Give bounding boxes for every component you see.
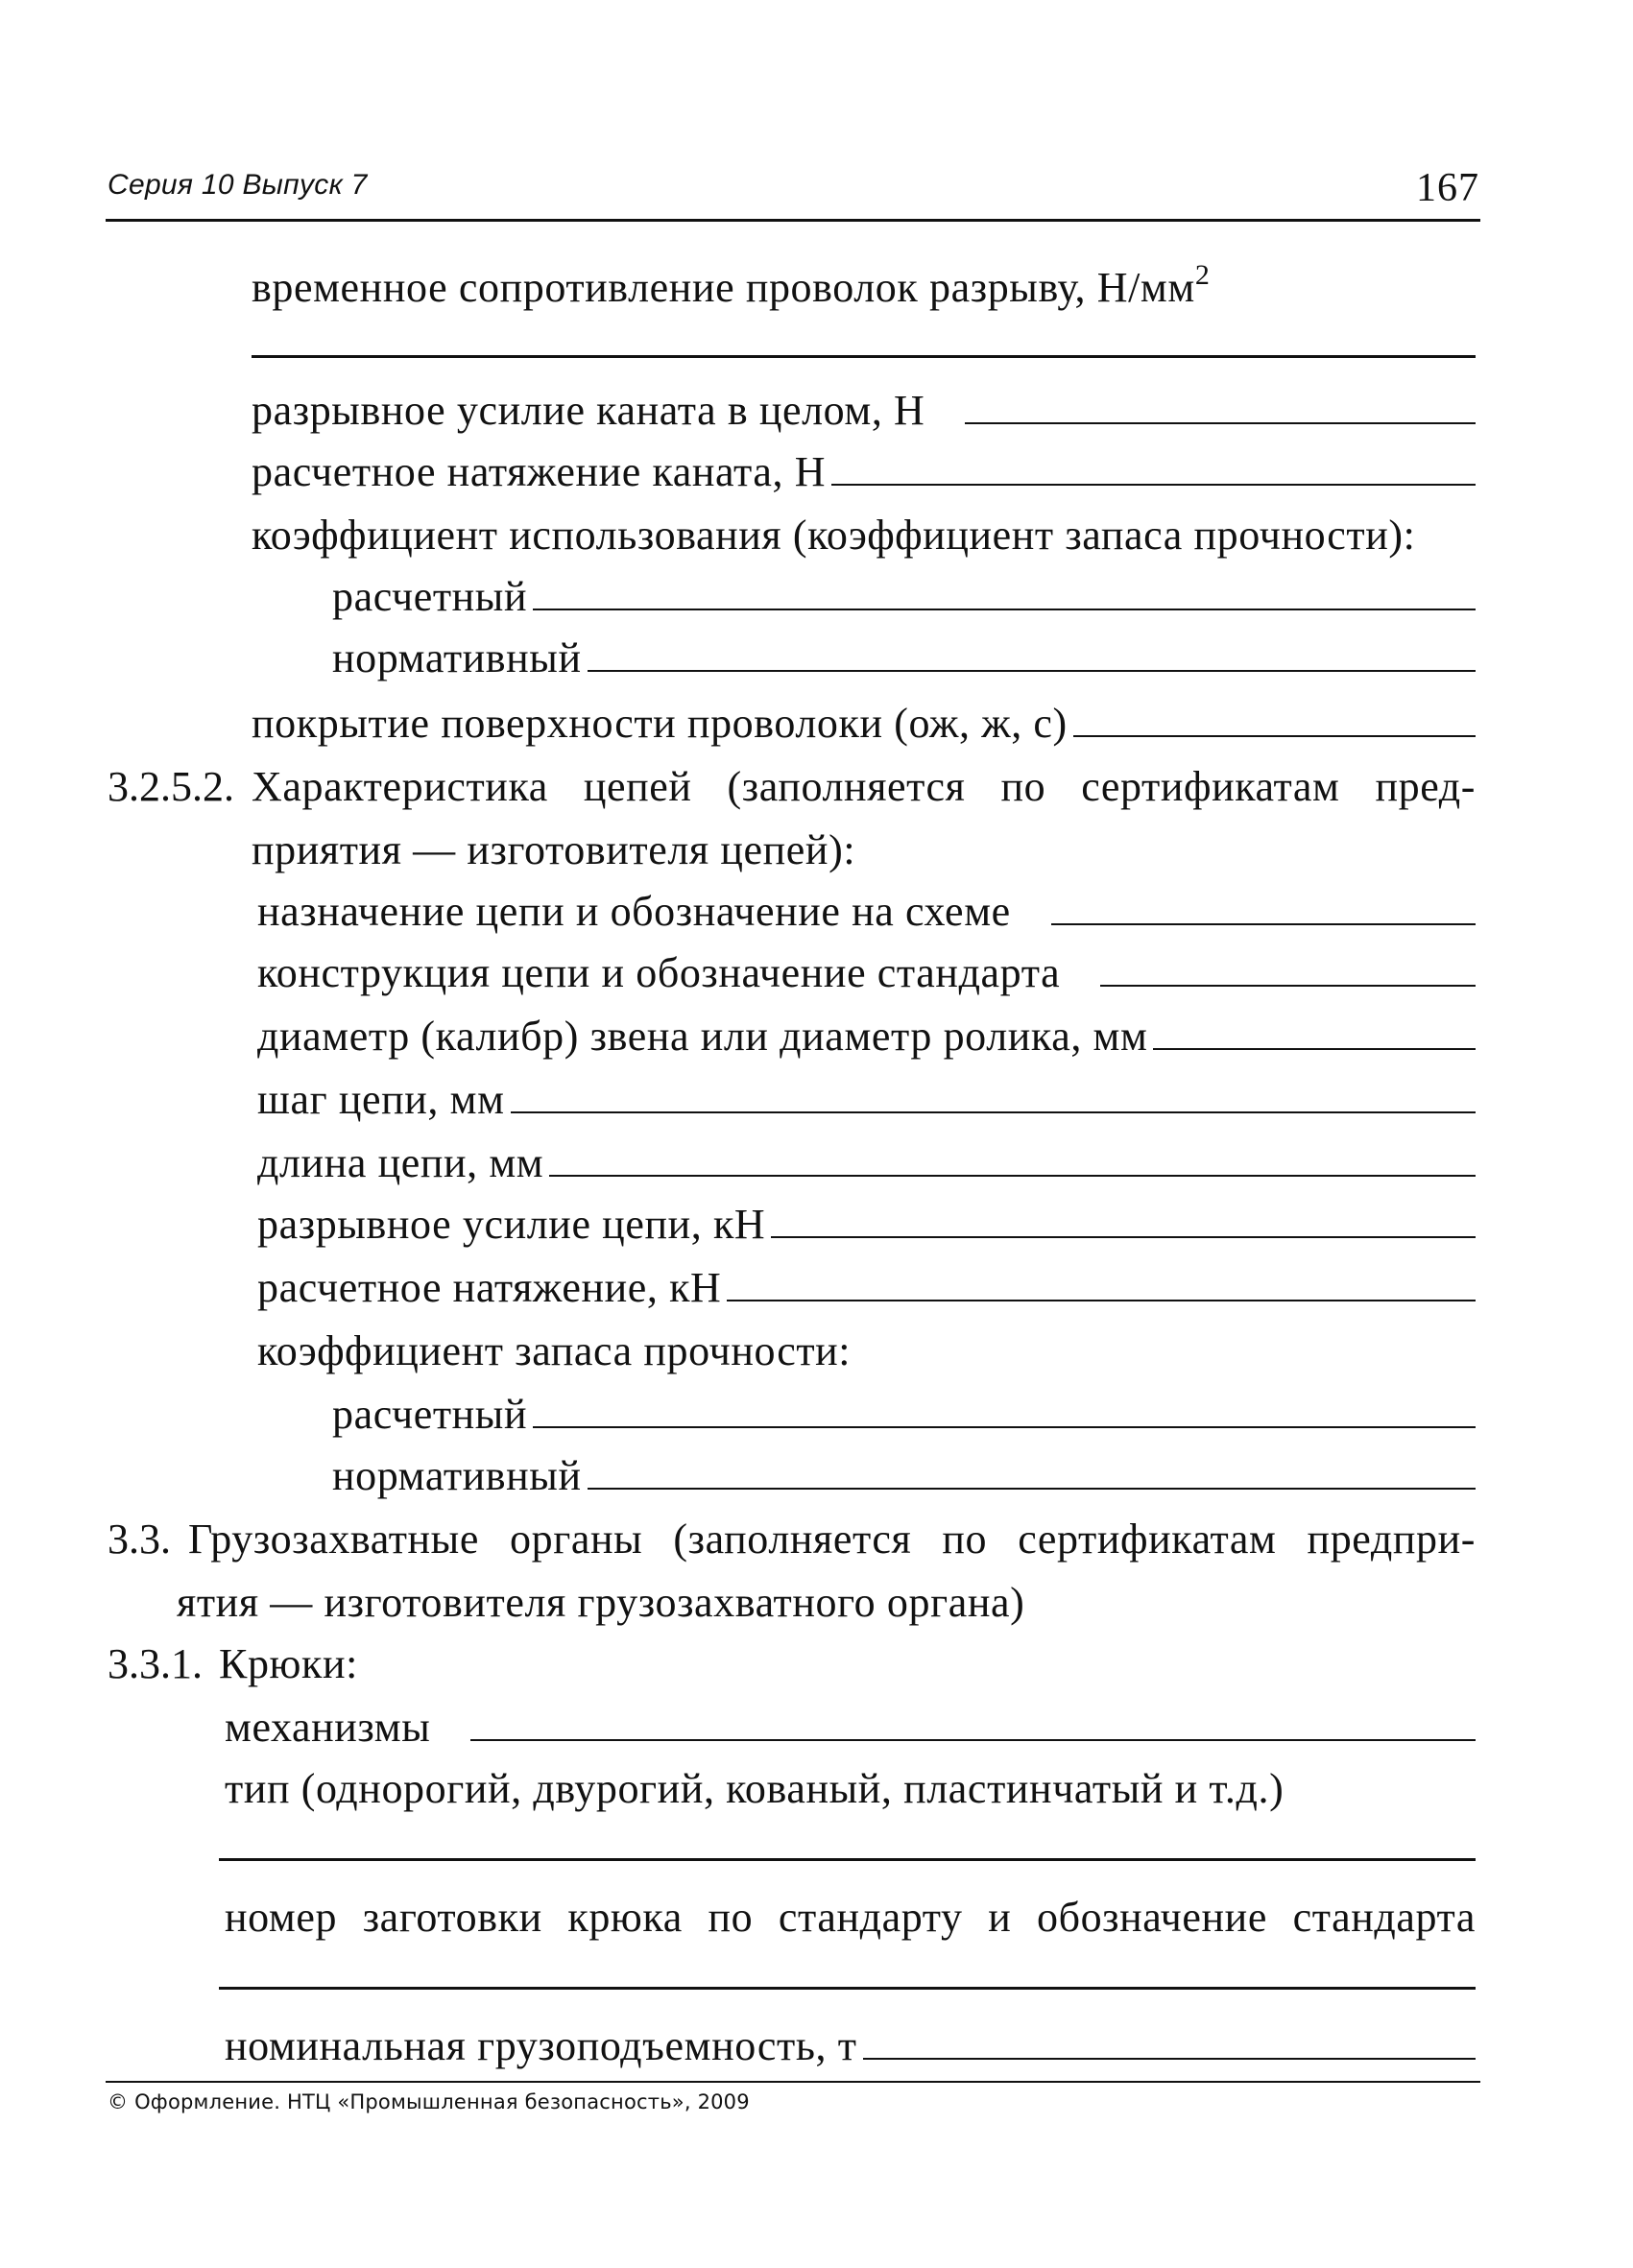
hooks-capacity: номинальная грузоподъемность, т <box>225 2010 1476 2067</box>
chain-length: длина цепи, мм <box>257 1127 1476 1184</box>
rope-tensile-strength-blank <box>252 355 1476 358</box>
chain-pitch: шаг цепи, мм <box>257 1063 1476 1121</box>
rope-norm-coef: нормативный <box>332 622 1476 680</box>
footer-rule <box>106 2081 1480 2083</box>
chains-heading-line2: приятия — изготовителя цепей): <box>252 826 856 873</box>
blank-line <box>727 1300 1476 1301</box>
hooks-type-blank <box>219 1858 1476 1861</box>
rope-tensile-strength-label: временное сопротивление проволок разрыву, $Н/мм^2$ <box>252 259 1211 311</box>
blank-line <box>831 484 1476 486</box>
blank-line <box>1073 735 1476 737</box>
chain-safety-coef: коэффициент запаса прочности: <box>257 1327 852 1374</box>
hooks-title: Крюки: <box>219 1640 358 1687</box>
rope-breaking-force: разрывное усилие каната в целом, Н <box>252 374 1476 432</box>
footer-copyright: © Оформление. НТЦ «Промышленная безопасность», 2009 <box>108 2090 750 2113</box>
hooks-type: тип (однорогий, двурогий, кованый, пластинчатый и т.д.) <box>225 1765 1285 1812</box>
blank-line <box>771 1236 1476 1238</box>
blank-line <box>533 1426 1476 1428</box>
blank-line <box>1051 923 1476 925</box>
blank-line <box>549 1175 1476 1177</box>
section-number-3-2-5-2: 3.2.5.2. <box>108 763 234 810</box>
section-number-3-3: 3.3. <box>108 1516 171 1563</box>
rope-utilization-coef: коэффициент использования (коэффициент запаса прочности): <box>252 512 1416 559</box>
series-header: Серия 10 Выпуск 7 <box>108 169 368 201</box>
chain-breaking-force: разрывное усилие цепи, кН <box>257 1188 1476 1246</box>
rope-tensile-strength <box>252 251 1476 309</box>
hooks-mechanisms: механизмы <box>225 1691 1476 1749</box>
chain-purpose: назначение цепи и обозначение на схеме <box>257 875 1476 933</box>
blank-line <box>588 1488 1476 1490</box>
chain-norm-coef: нормативный <box>332 1440 1476 1497</box>
blank-line <box>965 422 1476 424</box>
blank-line <box>863 2058 1476 2060</box>
blank-line <box>588 670 1476 672</box>
blank-line <box>1153 1048 1476 1050</box>
grab-heading-line2: ятия — изготовителя грузозахватного органа) <box>177 1579 1025 1626</box>
chain-design-tension: расчетное натяжение, кН <box>257 1252 1476 1309</box>
section-number-3-3-1: 3.3.1. <box>108 1640 203 1687</box>
rope-design-tension: расчетное натяжение каната, Н <box>252 436 1476 493</box>
page-number: 167 <box>1416 166 1479 210</box>
header-rule <box>106 219 1480 222</box>
grab-heading-line1: Грузозахватные органы (заполняется по сертификатам предпри- <box>188 1516 1476 1563</box>
chain-diameter: диаметр (калибр) звена или диаметр ролика, мм <box>257 1000 1476 1058</box>
rope-coating: покрытие поверхности проволоки (ож, ж, с) <box>252 687 1476 745</box>
blank-line <box>1100 985 1476 987</box>
blank-line <box>533 609 1476 610</box>
hooks-blank-number: номер заготовки крюка по стандарту и обозначение стандарта <box>225 1894 1476 1941</box>
rope-calc-coef: расчетный <box>332 561 1476 618</box>
blank-line <box>511 1111 1476 1113</box>
chains-heading-line1: Характеристика цепей (заполняется по сертификатам пред- <box>252 763 1476 810</box>
blank-line <box>470 1739 1476 1741</box>
chain-calc-coef: расчетный <box>332 1378 1476 1436</box>
hooks-blank-number-blank <box>219 1987 1476 1990</box>
chain-construction: конструкция цепи и обозначение стандарта <box>257 937 1476 994</box>
